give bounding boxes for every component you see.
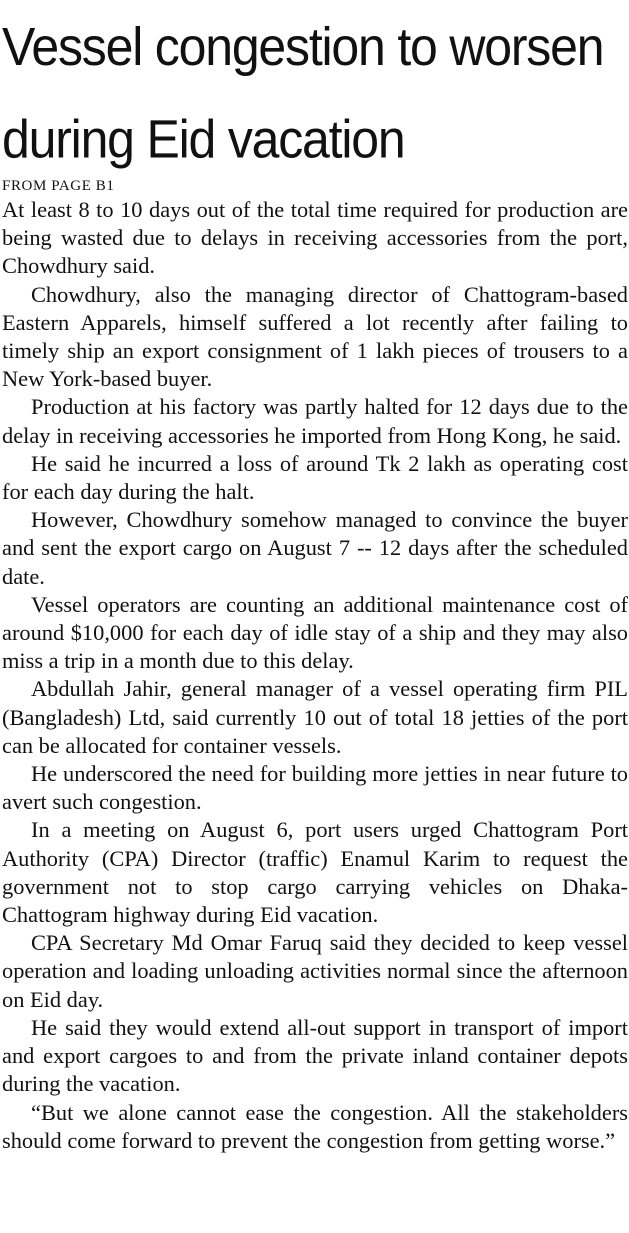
paragraph: He underscored the need for building more jetties in near future to avert such congestion. xyxy=(2,761,628,815)
article-body xyxy=(2,196,628,1155)
headline-line-1: Vessel congestion to worsen xyxy=(2,16,604,77)
headline-line-2: during Eid vacation xyxy=(2,109,405,170)
paragraph: In a meeting on August 6, port users urged Chattogram Port Authority (CPA) Director (traffic) Enamul Karim to request the government not to stop cargo carrying vehicles on Dhaka-Chattogram highway during Eid vacation. xyxy=(2,817,628,928)
paragraph: Vessel operators are counting an additional maintenance cost of around $10,000 for each day of idle stay of a ship and they may also miss a trip in a month due to this delay. xyxy=(2,591,628,674)
paragraph: He said he incurred a loss of around Tk 2 lakh as operating cost for each day during the halt. xyxy=(2,450,628,505)
paragraph: He said they would extend all-out support in transport of import and export cargoes to and from the private inland container depots during the vacation. xyxy=(2,1014,628,1097)
paragraph: At least 8 to 10 days out of the total time required for production are being wasted due to delays in receiving accessories from the port, Chowdhury said. xyxy=(2,197,628,279)
paragraph: Abdullah Jahir, general manager of a vessel operating firm PIL (Bangladesh) Ltd, said currently 10 out of total 18 jetties of the port can be allocated for container vessels. xyxy=(2,676,628,758)
headline xyxy=(2,0,629,186)
paragraph: Production at his factory was partly halted for 12 days due to the delay in receiving accessories he imported from Hong Kong, he said. xyxy=(2,394,628,448)
jump-label: FROM PAGE B1 xyxy=(2,178,115,194)
paragraph: However, Chowdhury somehow managed to convince the buyer and sent the export cargo on August 7 -- 12 days after the scheduled date. xyxy=(2,507,628,589)
paragraph: CPA Secretary Md Omar Faruq said they decided to keep vessel operation and loading unloading activities normal since the afternoon on Eid day. xyxy=(2,930,628,1012)
paragraph: “But we alone cannot ease the congestion. All the stakeholders should come forward to prevent the congestion from getting worse.” xyxy=(2,1099,628,1153)
paragraph: Chowdhury, also the managing director of Chattogram-based Eastern Apparels, himself suffered a lot recently after failing to timely ship an export consignment of 1 lakh pieces of trousers to a New York-based buyer. xyxy=(2,281,628,392)
